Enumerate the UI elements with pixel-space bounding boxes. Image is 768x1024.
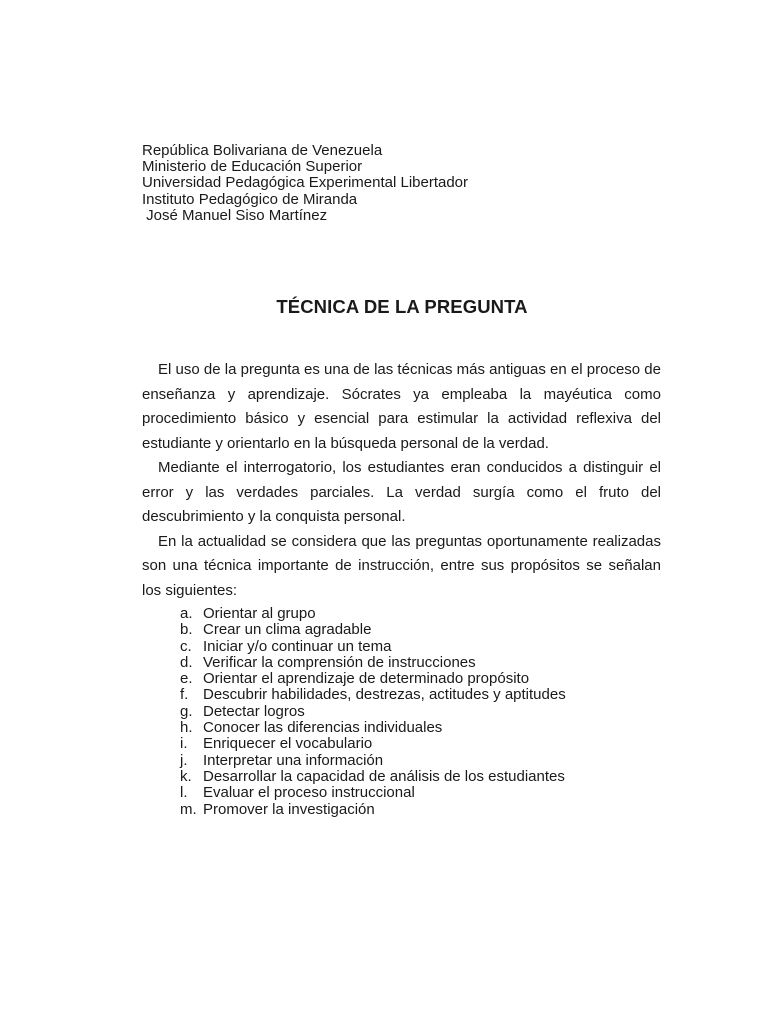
institution-header	[142, 143, 468, 224]
list-item	[180, 671, 566, 687]
header-line-university: Universidad Pedagógica Experimental Libertador	[142, 174, 469, 192]
document-title: TÉCNICA DE LA PREGUNTA	[276, 296, 528, 317]
list-item-letter: h.	[180, 719, 193, 737]
paragraph-interrogatorio: Mediante el interrogatorio, los estudiantes eran conducidos a distinguir el error y las verdades parciales. La verdad surgía como el fruto del descubrimiento y la conquista personal.	[142, 459, 661, 525]
list-item-letter: m.	[180, 800, 197, 818]
list-item-letter: e.	[180, 670, 193, 688]
list-item-letter: l.	[180, 784, 188, 802]
list-item	[180, 769, 566, 785]
list-item	[180, 655, 566, 671]
document-body	[142, 358, 661, 603]
paragraph-intro: El uso de la pregunta es una de las técnicas más antiguas en el proceso de enseñanza y aprendizaje. Sócrates ya empleaba la mayéutica como procedimiento básico y esencial para estimular la actividad reflexiva del estudiante y orientarlo en la búsqueda personal de la verdad.	[142, 361, 661, 452]
list-item-text: Iniciar y/o continuar un tema	[203, 637, 392, 655]
list-item-text: Enriquecer el vocabulario	[203, 735, 373, 753]
list-item-letter: i.	[180, 735, 188, 753]
list-item-text: Desarrollar la capacidad de análisis de los estudiantes	[203, 767, 565, 785]
list-item-text: Promover la investigación	[203, 800, 375, 818]
list-item-text: Detectar logros	[203, 702, 305, 720]
list-item-letter: b.	[180, 621, 193, 639]
list-item	[180, 753, 566, 769]
list-item-text: Crear un clima agradable	[203, 621, 372, 639]
list-item	[180, 720, 566, 736]
list-item-text: Orientar el aprendizaje de determinado propósito	[203, 670, 530, 688]
list-item-letter: d.	[180, 653, 193, 671]
list-item-text: Conocer las diferencias individuales	[203, 719, 443, 737]
list-item-text: Orientar al grupo	[203, 605, 316, 622]
list-item-letter: f.	[180, 686, 189, 704]
header-line-ministry: Ministerio de Educación Superior	[142, 158, 363, 176]
list-item	[180, 802, 566, 818]
list-item-text: Evaluar el proceso instruccional	[203, 784, 415, 802]
list-item-text: Verificar la comprensión de instrucciones	[203, 653, 476, 671]
list-item-letter: c.	[180, 637, 192, 655]
list-item	[180, 736, 566, 752]
list-item-text: Interpretar una información	[203, 751, 384, 769]
list-item	[180, 622, 566, 638]
purposes-list	[180, 606, 566, 818]
header-line-country: República Bolivariana de Venezuela	[142, 142, 383, 159]
list-item	[180, 785, 566, 801]
list-item-letter: j.	[180, 751, 188, 769]
list-item	[180, 606, 566, 622]
header-line-institute: Instituto Pedagógico de Miranda	[142, 190, 358, 208]
list-item	[180, 704, 566, 720]
paragraph-actualidad: En la actualidad se considera que las preguntas oportunamente realizadas son una técnica importante de instrucción, entre sus propósitos se señalan los siguientes:	[142, 532, 661, 599]
list-item	[180, 687, 566, 703]
list-item	[180, 639, 566, 655]
list-item-letter: g.	[180, 702, 193, 720]
list-item-letter: a.	[180, 605, 193, 622]
header-line-campus: José Manuel Siso Martínez	[142, 206, 328, 224]
list-item-letter: k.	[180, 767, 192, 785]
list-item-text: Descubrir habilidades, destrezas, actitudes y aptitudes	[203, 686, 566, 704]
